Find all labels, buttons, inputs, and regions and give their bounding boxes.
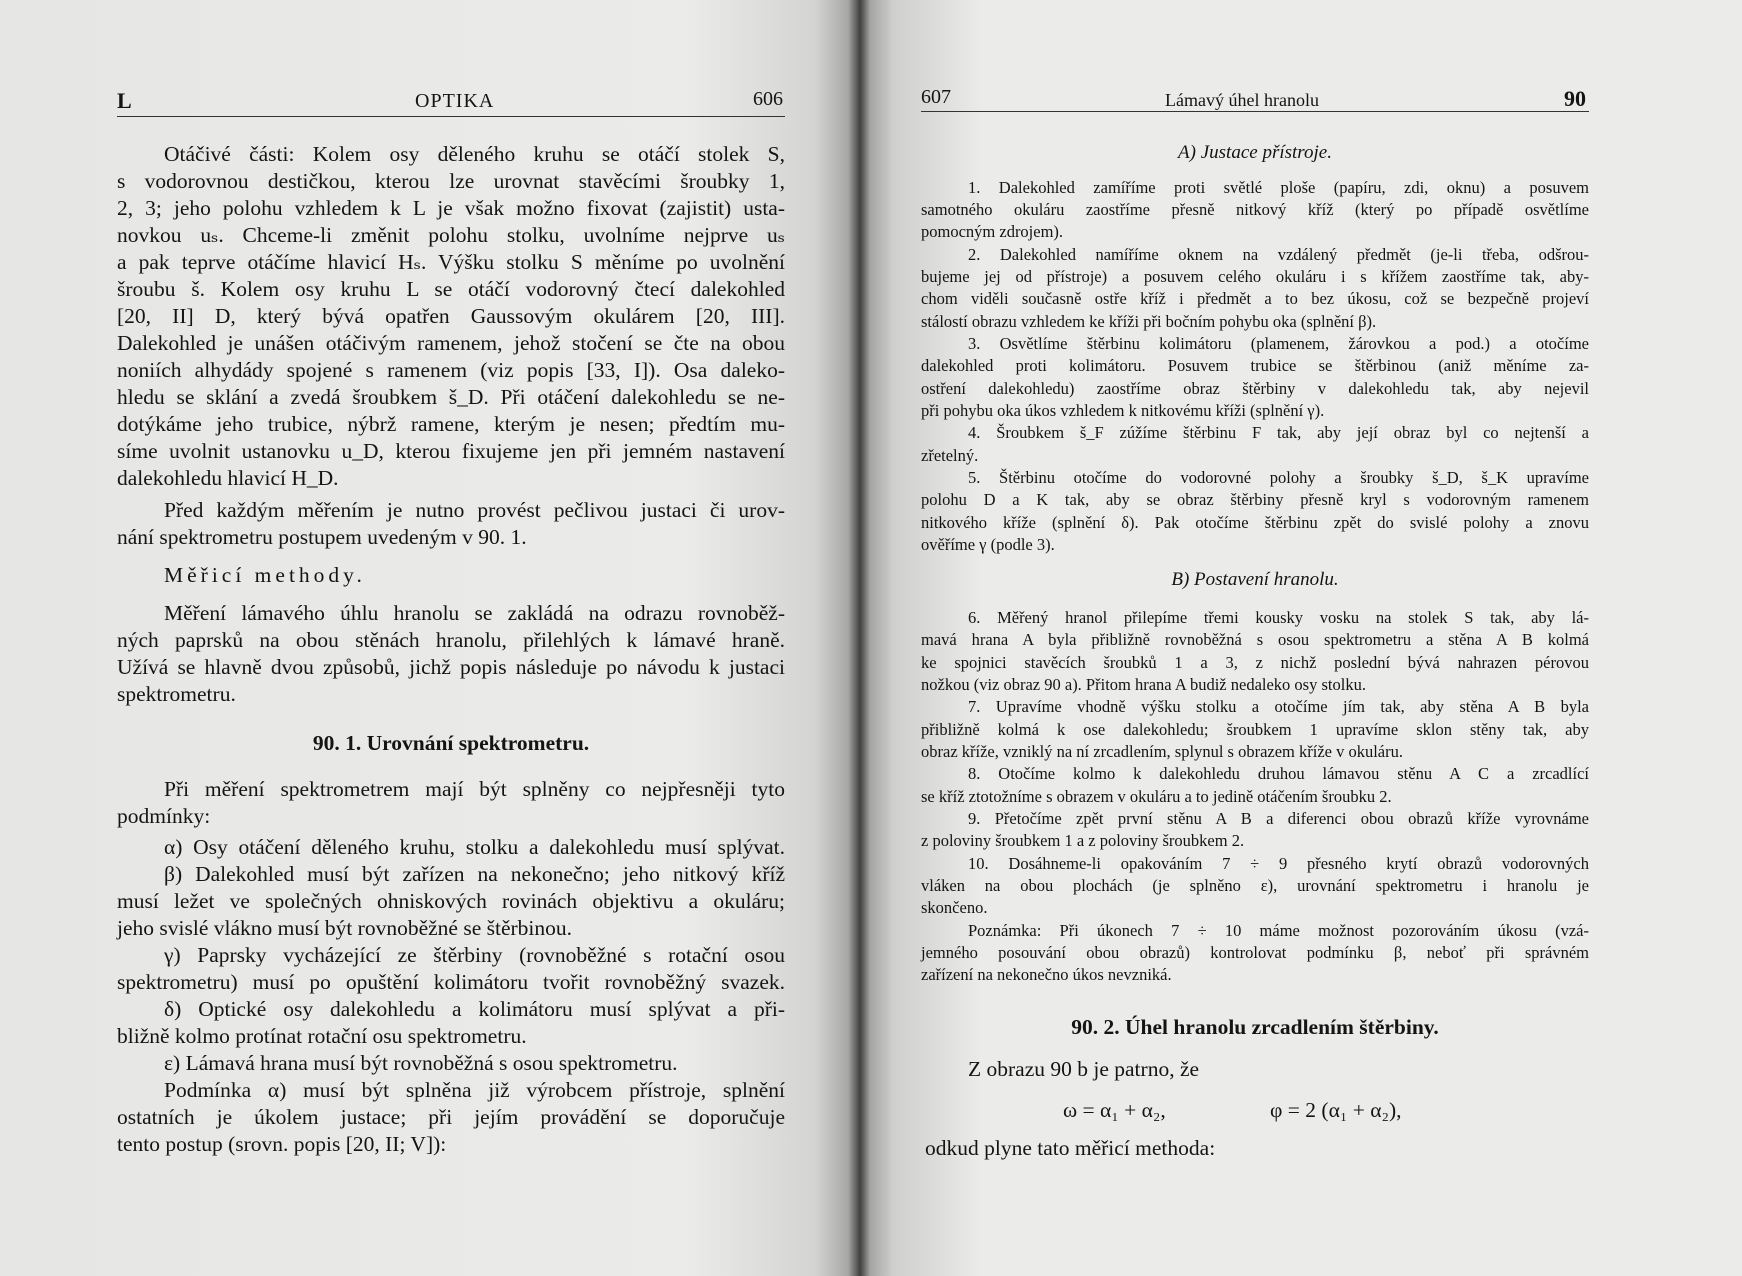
right-line: 4. Šroubkem š_F zúžíme štěrbinu F tak, aby její obraz byl co nejtenší a [968,423,1589,442]
left-line: ostatních je úkolem justace; při jejím provádění se doporučuje [117,1105,785,1129]
left-line: ných paprsků na obou stěnách hranolu, přilehlých k lámavé hraně. [117,628,785,652]
left-section-label: Měřicí methody. [164,563,366,587]
paragraph-lead: Z obrazu 90 b je patrno, že [968,1057,1200,1081]
left-line: Otáčivé části: Kolem osy děleného kruhu se otáčí stolek S, [164,142,785,166]
left-line: noniích alhydády spojené s ramenem (viz popis [33, I]). Osa daleko- [117,358,785,382]
left-line: 2, 3; jeho polohu vzhledem k L je však možno fixovat (zajistit) usta- [117,196,785,220]
right-line: pomocným zdrojem). [921,222,1064,241]
left-line: s vodorovnou destičkou, kterou lze urovnat stavěcími šroubky 1, [117,169,785,193]
left-header-rule [117,116,785,117]
left-line: síme uvolnit ustanovku u_D, kterou fixujeme jen při jemném nastavení [117,439,785,463]
right-line: 1. Dalekohled zamíříme proti světlé ploše (papíru, zdi, oknu) a posuvem [968,178,1589,197]
right-line: 6. Měřený hranol přilepíme třemi kousky vosku na stolek S tak, aby lá- [968,608,1589,627]
right-line: 5. Štěrbinu otočíme do vodorovné polohy a šroubky š_D, š_K upravíme [968,468,1589,487]
left-line: spektrometru. [117,682,236,706]
right-line: při pohybu oka úkos vzhledem k nitkovému kříži (splnění γ). [921,401,1325,420]
right-line: 2. Dalekohled namíříme oknem na vzdálený předmět (je-li třeba, odšrou- [968,245,1589,264]
subheading-postaveni: B) Postavení hranolu. [1171,569,1339,590]
left-line: a pak teprve otáčíme hlavicí Hₛ. Výšku stolku S měníme po uvolnění [117,250,785,274]
book-gutter [848,0,870,1276]
right-line: 3. Osvětlíme štěrbinu kolimátoru (plamenem, žárovkou a pod.) a otočíme [968,334,1589,353]
left-line: musí ležet ve společných ohniskových rovinách objektivu a okuláru; [117,889,785,913]
left-line: Při měření spektrometrem mají být splněny co nejpřesněji tyto [164,777,785,801]
right-line: dalekohled proti kolimátoru. Posuvem trubice se štěrbinou (aniž měníme za- [921,356,1589,375]
left-line: δ) Optické osy dalekohledu a kolimátoru musí splývat a při- [164,997,785,1021]
right-line: se kříž ztotožníme s obrazem v okuláru a to jedině otáčením šroubku 2. [921,787,1392,806]
left-line: β) Dalekohled musí být zařízen na nekonečno; jeho nitkový kříž [164,862,785,886]
right-line: ověříme γ (podle 3). [921,535,1055,554]
right-line: 10. Dosáhneme-li opakováním 7 ÷ 9 přesného krytí obrazů vodorovných [968,854,1589,873]
left-line: Podmínka α) musí být splněna již výrobcem přístroje, splnění [164,1078,785,1102]
left-line: Dalekohled je unášen otáčivým ramenem, jehož stočení se čte na obou [117,331,785,355]
right-line: 7. Upravíme vhodně výšku stolku a otočíme jím tak, aby stěna A B byla [968,697,1589,716]
left-line: γ) Paprsky vycházející ze štěrbiny (rovnoběžné s rotační osou [164,943,785,967]
left-line: dalekohledu hlavicí H_D. [117,466,339,490]
left-line: bližně kolmo protínat rotační osu spektrometru. [117,1024,527,1048]
left-header-letter: L [117,88,132,113]
right-note-line: zařízení na nekonečno úkos nevzniká. [921,965,1172,984]
right-header-title: Lámavý úhel hranolu [1165,90,1319,110]
right-line: obraz kříže, vzniklý na ní zrcadlením, splynul s obrazem kříže v okuláru. [921,742,1403,761]
closing-line: odkud plyne tato měřicí methoda: [925,1136,1216,1160]
left-section-heading: 90. 1. Urovnání spektrometru. [312,731,590,755]
right-line: ke spojnici stavěcích šroubků 1 a 3, z nichž poslední bývá nahrazen pérovou [921,653,1589,672]
left-line: Měření lámavého úhlu hranolu se zakládá na odrazu rovnoběž- [164,601,785,625]
right-line: bujeme jej od přístroje) a posuvem celého okuláru i s křížem zaostříme tak, aby- [921,267,1589,286]
left-header-title: OPTIKA [415,90,495,112]
right-line: 8. Otočíme kolmo k dalekohledu druhou lámavou stěnu A C a zrcadlící [968,764,1589,783]
right-line: přibližně kolmá k ose dalekohledu; šroubkem 1 upravíme sklon stěny tak, aby [921,720,1589,739]
right-line: samotného okuláru zaostříme přesně nitkový kříž (který po případě osvětlíme [921,200,1589,219]
right-line: z poloviny šroubkem 1 a z poloviny šroubkem 2. [921,831,1245,850]
subheading-justace: A) Justace přístroje. [1178,142,1332,163]
section-heading-90-2: 90. 2. Úhel hranolu zrcadlením štěrbiny. [1071,1015,1439,1039]
right-line: nožkou (viz obraz 90 a). Přitom hrana A budiž nedaleko osy stolku. [921,675,1366,694]
left-line: spektrometru) musí po opuštění kolimátoru tvořit rovnoběžný svazek. [117,970,785,994]
right-note-line: jemného posouvání obou obrazů) kontrolovat podmínku β, neboť při správném [921,943,1589,962]
left-line: ε) Lámavá hrana musí být rovnoběžná s osou spektrometru. [164,1051,678,1075]
left-line: hledu se sklání a zvedá šroubkem š_D. Při otáčení dalekohledu se ne- [117,385,785,409]
formula-phi: φ = 2 (α₁ + α₂), [1270,1098,1402,1122]
left-line: jeho svislé vlákno musí být rovnoběžné se štěrbinou. [117,916,573,940]
right-line: polohu D a K tak, aby se obraz štěrbiny přesně kryl s vodorovným ramenem [921,490,1589,509]
right-header-rule [921,111,1589,112]
left-line: nání spektrometru postupem uvedeným v 90. 1. [117,525,527,549]
left-page-number: 606 [753,88,783,110]
right-line: ostření dalekohledu) zaostříme obraz štěrbiny v dalekohledu tak, aby nejevil [921,379,1589,398]
left-line: [20, II] D, který bývá opatřen Gaussovým okulárem [20, III]. [117,304,785,328]
right-section-number: 90 [1564,86,1586,111]
left-line: Před každým měřením je nutno provést pečlivou justaci či urov- [164,498,785,522]
right-line: stálostí obrazu vzhledem ke kříži při bočním pohybu oka (splnění β). [921,312,1377,331]
left-line: Užívá se hlavně dvou způsobů, jichž popis následuje po návodu k justaci [117,655,785,679]
right-line: skončeno. [921,898,988,917]
left-line: šroubu š. Kolem osy kruhu L se otáčí vodorovný čtecí dalekohled [117,277,785,301]
left-line: dotýkáme jeho trubice, nýbrž ramene, kterým je nesen; předtím mu- [117,412,785,436]
right-line: vláken na obou plochách (je splněno ε), urovnání spektrometru i hranolu je [921,876,1589,895]
left-line: novkou uₛ. Chceme-li změnit polohu stolku, uvolníme nejprve uₛ [117,223,785,247]
right-line: mavá hrana A byla přibližně rovnoběžná s osou spektrometru a stěna A B kolmá [921,630,1589,649]
left-line: α) Osy otáčení děleného kruhu, stolku a dalekohledu musí splývat. [164,835,785,859]
right-page-number: 607 [921,86,951,108]
formula-omega: ω = α₁ + α₂, [1063,1098,1166,1122]
right-line: zřetelný. [921,446,979,465]
right-line: 9. Přetočíme zpět první stěnu A B a diferenci obou obrazů kříže vyrovnáme [968,809,1589,828]
right-line: chom viděli současně ostře kříž i předmět a to bez úkosu, což se bezpečně projeví [921,289,1589,308]
right-line: nitkového kříže (splnění δ). Pak otočíme štěrbinu zpět do svislé polohy a znovu [921,513,1589,532]
left-line: tento postup (srovn. popis [20, II; V]): [117,1132,447,1156]
right-note-line: Poznámka: Při úkonech 7 ÷ 10 máme možnost pozorováním úkosu (vzá- [968,921,1589,940]
left-line: podmínky: [117,804,211,828]
